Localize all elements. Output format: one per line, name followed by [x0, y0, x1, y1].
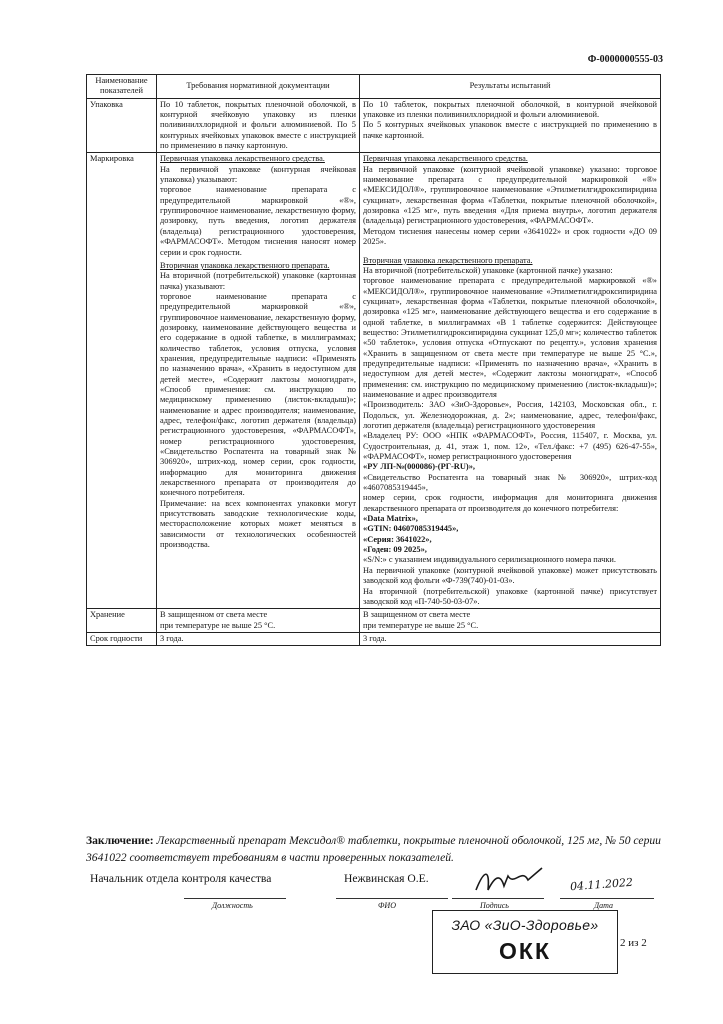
- storage-results: [360, 609, 661, 633]
- right-secondary-text-4: «Владелец РУ: ООО «НПК «ФАРМАСОФТ», Россия, 115407, г. Москва, ул. Судостроительная, д. 41, этаж 1, пом. 12», «Тел./факс: +7 (495) 626-47-55», «ФАРМАСОФТ», номер регистрационного удостоверения: [363, 431, 657, 462]
- position-line: [184, 898, 286, 899]
- label-name: ФИО: [378, 901, 396, 910]
- left-primary-text-2: торговое наименование препарата с предупредительной маркировкой «®», группировочное наименование, лекарственную форму, дозировку, путь введения, логотип держателя (владельца) регистрационного удостоверения, «ФАРМАСОФТ». Методом тиснения наносят номер серии и срок годности.: [160, 185, 356, 257]
- right-primary-text-1: На первичной упаковке (контурной ячейковой упаковке) указано: торговое наименование препарата с предупредительной маркировкой «®» «МЕКСИДОЛ®», группировочное наименование «Этилметилгидроксипиридина сукцинат», лекарственная форма «Таблетки, покрытые пленочной оболочкой», дозировка «125 мг», путь введения «Для приема внутрь», логотип держателя (владельца) регистрационного удостоверения, «ФАРМАСОФТ».: [363, 164, 657, 226]
- storage-results-line-1: В защищенном от света месте: [363, 610, 471, 620]
- sign-line: [452, 898, 544, 899]
- right-primary-title: Первичная упаковка лекарственного средства.: [363, 154, 528, 164]
- left-secondary-text-2: торговое наименование препарата с предупредительной маркировкой «®», группировочное наименование, лекарственную форму, дозировку, наименование действующего вещества и его содержание в одной таблетке, в миллиграммах; количество таблеток, условия отпуска, условия хранения, предупредительные надписи: «Применять по назначению врача», «Хранить в недоступном для детей месте», «Содержит лактозы моногидрат», «Способ применения: см. инструкцию по медицинскому применению (листок-вкладыш)»; наименование и адрес производителя; наименование, адрес, телефон/факс, логотип держателя (владельца) регистрационного удостоверения, «ФАРМАСОФТ», номер регистрационного удостоверения, «Свидетельство Роспатента на товарный знак № 306920», штрих-код, номер серии, срок годности, информацию для мониторинга движения лекарственного препарата от производителя до конечного потребителя.: [160, 291, 356, 498]
- packaging-results-text-2: По 5 контурных ячейковых упаковок вместе с инструкцией по применению в пачке картонной.: [363, 120, 657, 140]
- packaging-results: [360, 98, 661, 153]
- table-header-row: [87, 75, 661, 99]
- signature-date: 04.11.2022: [569, 875, 634, 894]
- right-secondary-text-13: На первичной упаковке (контурной ячейковой упаковке) может присутствовать заводской код фольги «Ф-739(740)-01-03».: [363, 565, 657, 586]
- storage-results-line-2: при температуре не выше 25 °С.: [363, 620, 479, 630]
- date-line: [560, 898, 654, 899]
- right-secondary-text-2: торговое наименование препарата с предупредительной маркировкой «®» «МЕКСИДОЛ®», группировочное наименование «Этилметилгидроксипиридина сукцинат», лекарственная форма «Таблетки, покрытые пленочной оболочкой», дозировка «125 мг», наименование действующего вещества и его содержание в одной таблетке, в миллиграммах «В 1 таблетке содержится: Действующее вещество: Этилметилгидроксипиридина сукцинат 125,0 мг»; количество таблеток «50 таблеток», условия отпуска «Отпускают по рецепту.», условия хранения «Хранить в защищенном от света месте при температуре не выше 25 °С.», предупредительные надписи: «Применять по назначению врача», «Хранить в недоступном для детей месте», «Содержит лактозы моногидрат», «Способ применения: см. инструкцию по медицинскому применению (листок-вкладыш)»; наименование и адрес производителя: [363, 276, 657, 399]
- right-secondary-text-5: «РУ ЛП-№(000086)-(РГ-RU)»,: [363, 462, 475, 472]
- row-label-storage: Хранение: [87, 609, 157, 633]
- header-name: Наименование показателей: [87, 75, 157, 99]
- quality-control-stamp: [432, 910, 618, 974]
- page-number: 2 из 2: [620, 937, 647, 949]
- right-secondary-text-7: номер серии, срок годности, информация для мониторинга движения лекарственного препарата от производителя до конечного потребителя:: [363, 493, 657, 513]
- right-secondary-text-11: «Годен: 09 2025»,: [363, 545, 427, 555]
- right-primary-text-2: Методом тиснения нанесены номер серии «3641022» и срок годности «ДО 09 2025».: [363, 226, 657, 247]
- left-secondary-title: Вторичная упаковка лекарственного препарата.: [160, 260, 330, 270]
- label-position: Должность: [212, 901, 253, 910]
- right-secondary-text-1: На вторичной (потребительской) упаковке (картонной пачке) указано:: [363, 265, 613, 275]
- conclusion-text: Лекарственный препарат Мексидол® таблетки, покрытые пленочной оболочкой, 125 мг, № 50 серии 3641022 соответствует требованиям в части проверенных показателей.: [86, 834, 661, 864]
- packaging-requirements: [157, 98, 360, 153]
- left-secondary-note: Примечание: на всех компонентах упаковки могут присутствовать заводские технологические коды, месторасположение которых может меняться в зависимости от технологических особенностей производства.: [160, 498, 356, 550]
- handwritten-signature: [470, 860, 550, 900]
- stamp-company: ЗАО «ЗиО-Здоровье»: [451, 917, 599, 933]
- right-secondary-text-10: «Серия: 3641022»,: [363, 534, 432, 544]
- marking-requirements: [157, 153, 360, 609]
- signatory-name: Нежвинская О.Е.: [344, 872, 429, 885]
- left-primary-text-1: На первичной упаковке (контурная ячейковая упаковка) указывают:: [160, 164, 356, 185]
- storage-requirements-line-1: В защищенном от света месте: [160, 610, 268, 620]
- conclusion: [86, 832, 666, 866]
- row-label-shelf-life: Срок годности: [87, 632, 157, 645]
- row-storage: [87, 609, 661, 633]
- right-secondary-text-9: «GTIN: 04607085319445»,: [363, 524, 459, 534]
- name-line: [336, 898, 448, 899]
- left-primary-title: Первичная упаковка лекарственного средства.: [160, 154, 325, 164]
- signatory-position: Начальник отдела контроля качества: [90, 872, 272, 885]
- right-secondary-text-8: «Data Matrix»,: [363, 514, 418, 524]
- right-secondary-text-12: «S/N:» с указанием индивидуального серилизационного номера пачки.: [363, 555, 616, 565]
- label-date: Дата: [594, 901, 613, 910]
- test-results-table: [86, 74, 661, 646]
- stamp-department: ОКК: [499, 938, 551, 964]
- row-packaging: [87, 98, 661, 153]
- header-requirements: Требования нормативной документации: [157, 75, 360, 99]
- right-secondary-text-14: На вторичной (потребительской) упаковке (картонной пачке) присутствует заводской код «П-740-50-03-07».: [363, 586, 657, 606]
- storage-requirements: [157, 609, 360, 633]
- storage-requirements-line-2: при температуре не выше 25 °С.: [160, 620, 276, 630]
- row-label-marking: Маркировка: [87, 153, 157, 609]
- right-secondary-text-3: «Производитель: ЗАО «ЗиО-Здоровье», Россия, 142103, Московская обл., г. Подольск, ул. Железнодорожная, д. 2»; наименование, адрес, телефон/факс, логотип держателя (владельца) регистрационного удостоверения: [363, 400, 657, 430]
- header-results: Результаты испытаний: [360, 75, 661, 99]
- document-number: Ф-0000000555-03: [587, 54, 663, 65]
- row-marking: [87, 153, 661, 609]
- shelf-life-requirements: 3 года.: [157, 632, 360, 645]
- row-shelf-life: [87, 632, 661, 645]
- packaging-requirements-text: По 10 таблеток, покрытых пленочной оболочкой, в контурной ячейковую упаковку из пленки поливинилхлоридной и фольги алюминиевой. По 5 контурных ячейковых упаковок вместе с инструкцией по применению в пачку картонную.: [160, 99, 356, 151]
- right-secondary-text-6: «Свидетельство Роспатента на товарный знак № 306920», штрих-код «4607085319445»,: [363, 472, 657, 493]
- packaging-results-text-1: По 10 таблеток, покрытых пленочной оболочкой, в контурной ячейковой упаковке из пленки поливинилхлоридной и фольги алюминиевой.: [363, 99, 657, 120]
- shelf-life-results: 3 года.: [360, 632, 661, 645]
- label-sign: Подпись: [480, 901, 509, 910]
- left-secondary-text-1: На вторичной (потребительской) упаковке (картонная пачка) указывают:: [160, 271, 356, 291]
- row-label-packaging: Упаковка: [87, 98, 157, 153]
- conclusion-title: Заключение:: [86, 834, 154, 847]
- right-secondary-title: Вторичная упаковка лекарственного препарата.: [363, 255, 533, 265]
- marking-results: [360, 153, 661, 609]
